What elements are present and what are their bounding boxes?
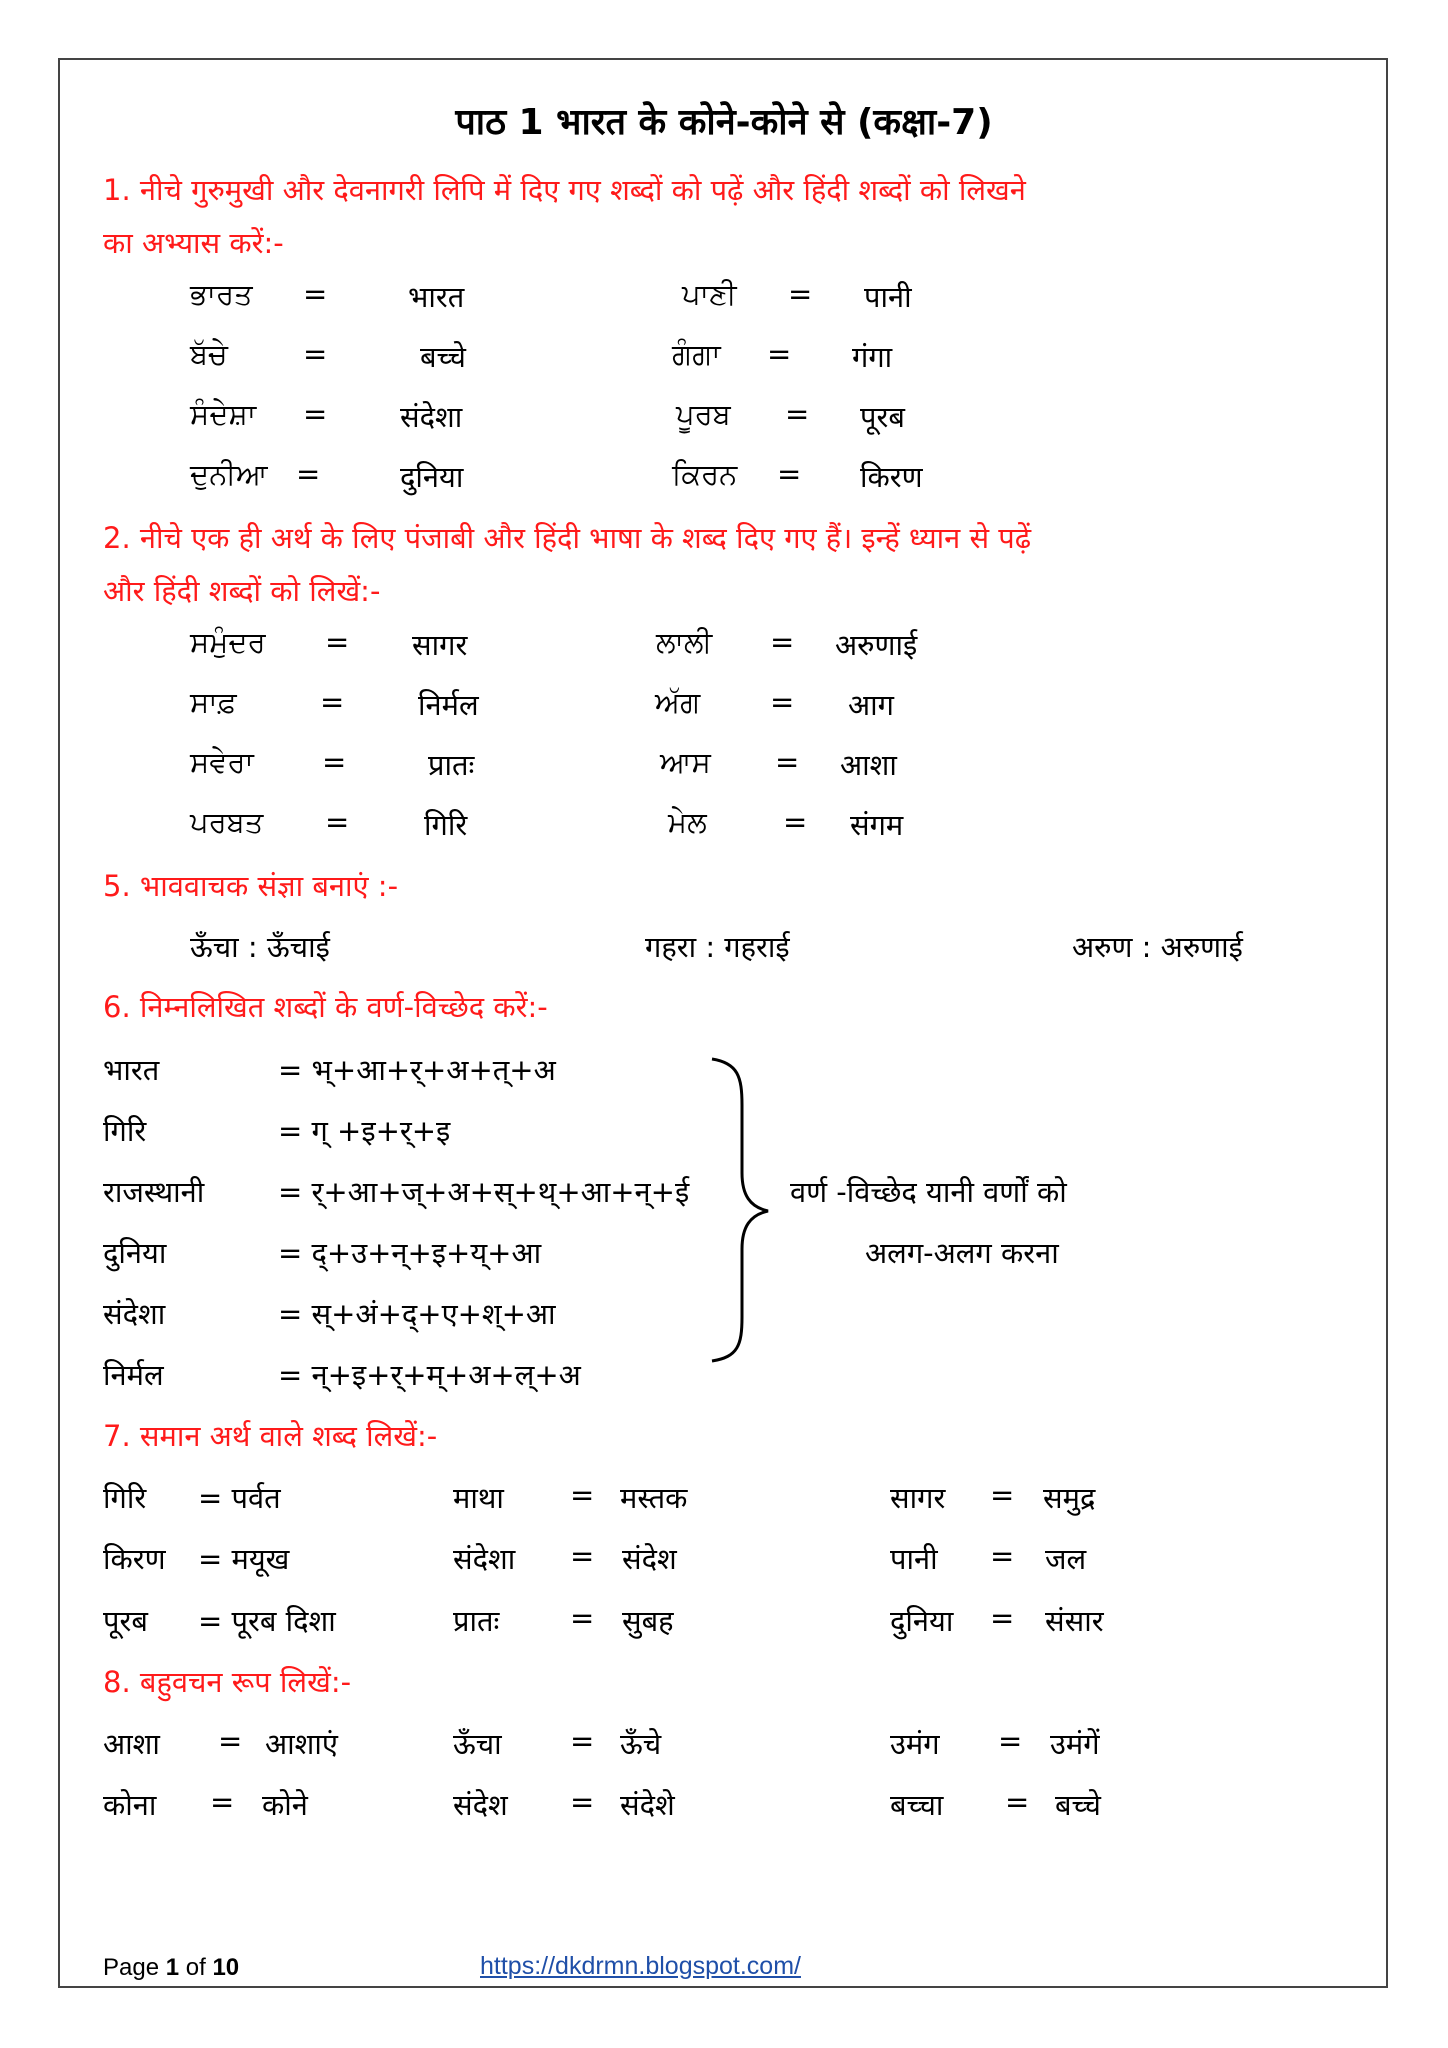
q6-heading: 6. निम्नलिखित शब्दों के वर्ण-विच्छेद करें:- xyxy=(103,990,548,1024)
page-label: Page xyxy=(103,1954,160,1981)
punjabi-word: ਦੁਨੀਆ xyxy=(190,457,268,491)
equals-sign: = xyxy=(325,805,350,839)
punjabi-word: ਕਿਰਨ xyxy=(672,457,738,491)
word: पानी xyxy=(890,1542,938,1576)
of-label: of xyxy=(185,1954,206,1981)
hindi-word: गंगा xyxy=(852,340,893,374)
plural-word: आशाएं xyxy=(265,1727,338,1761)
equals-sign: = xyxy=(218,1724,243,1758)
singular-word: बच्चा xyxy=(890,1788,944,1822)
word: माथा xyxy=(453,1481,504,1515)
equals-sign: = xyxy=(990,1478,1015,1512)
equals-sign: = xyxy=(303,337,328,371)
punjabi-word: ਪਾਣੀ xyxy=(682,277,737,311)
synonym: = मयूख xyxy=(198,1542,290,1576)
synonym: संसार xyxy=(1045,1604,1104,1638)
brace-note-line2: अलग-अलग करना xyxy=(865,1236,1059,1270)
hindi-word: संगम xyxy=(850,808,904,842)
synonym: जल xyxy=(1045,1542,1087,1576)
equals-sign: = xyxy=(775,745,800,779)
q1-heading-line1: 1. नीचे गुरुमुखी और देवनागरी लिपि में दिए गए शब्दों को पढ़ें और हिंदी शब्दों को लिखने xyxy=(103,173,1026,207)
equals-sign: = xyxy=(570,1785,595,1819)
equals-sign: = xyxy=(770,685,795,719)
q8-heading: 8. बहुवचन रूप लिखें:- xyxy=(103,1665,352,1699)
q1-heading-line2: का अभ्यास करें:- xyxy=(103,226,284,260)
hindi-word: भारत xyxy=(408,280,465,314)
hindi-word: बच्चे xyxy=(420,340,466,374)
word: संदेशा xyxy=(103,1297,166,1331)
plural-word: कोने xyxy=(262,1788,308,1822)
punjabi-word: ਬੱਚੇ xyxy=(190,337,228,371)
equals-sign: = xyxy=(322,745,347,779)
letter-split: = भ्+आ+र्+अ+त्+अ xyxy=(278,1053,556,1087)
punjabi-word: ਸਾਫ਼ xyxy=(190,685,237,719)
synonym: समुद्र xyxy=(1043,1481,1096,1515)
synonym: = पर्वत xyxy=(198,1481,281,1515)
abstract-noun-item: अरुण : अरुणाई xyxy=(1072,930,1243,964)
word: दुनिया xyxy=(103,1236,167,1270)
equals-sign: = xyxy=(785,397,810,431)
word: किरण xyxy=(103,1542,166,1576)
q2-heading-line2: और हिंदी शब्दों को लिखें:- xyxy=(103,574,381,608)
hindi-word: संदेशा xyxy=(400,400,463,434)
synonym: = पूरब दिशा xyxy=(198,1604,336,1638)
equals-sign: = xyxy=(296,457,321,491)
hindi-word: सागर xyxy=(412,628,468,662)
q5-heading: 5. भाववाचक संज्ञा बनाएं :- xyxy=(103,869,399,903)
abstract-noun-item: ऊँचा : ऊँचाई xyxy=(190,930,330,964)
letter-split: = स्+अं+द्+ए+श्+आ xyxy=(278,1297,556,1331)
letter-split: = ग् +इ+र्+इ xyxy=(278,1114,451,1148)
synonym: मस्तक xyxy=(620,1481,688,1515)
total-pages: 10 xyxy=(212,1954,240,1981)
equals-sign: = xyxy=(777,457,802,491)
punjabi-word: ਪੂਰਬ xyxy=(676,397,731,431)
punjabi-word: ਆਸ xyxy=(660,745,711,779)
punjabi-word: ਲਾਲੀ xyxy=(656,625,713,659)
hindi-word: आग xyxy=(848,688,894,722)
equals-sign: = xyxy=(788,277,813,311)
word: सागर xyxy=(890,1481,946,1515)
synonym: सुबह xyxy=(622,1604,674,1638)
equals-sign: = xyxy=(990,1601,1015,1635)
word: गिरि xyxy=(103,1481,147,1515)
word: प्रातः xyxy=(453,1604,500,1638)
word: दुनिया xyxy=(890,1604,954,1638)
equals-sign: = xyxy=(320,685,345,719)
word: राजस्थानी xyxy=(103,1175,205,1209)
plural-word: ऊँचे xyxy=(620,1727,662,1761)
hindi-word: निर्मल xyxy=(418,688,479,722)
hindi-word: गिरि xyxy=(424,808,468,842)
equals-sign: = xyxy=(325,625,350,659)
abstract-noun-item: गहरा : गहराई xyxy=(645,930,790,964)
q7-heading: 7. समान अर्थ वाले शब्द लिखें:- xyxy=(103,1419,438,1453)
hindi-word: दुनिया xyxy=(400,460,464,494)
punjabi-word: ਗੰਗਾ xyxy=(672,337,721,371)
hindi-word: पूरब xyxy=(860,400,905,434)
letter-split: = न्+इ+र्+म्+अ+ल्+अ xyxy=(278,1358,581,1392)
singular-word: संदेश xyxy=(453,1788,508,1822)
hindi-word: अरुणाई xyxy=(835,628,918,662)
punjabi-word: ਅੱਗ xyxy=(655,685,701,719)
page-number xyxy=(103,1954,239,1982)
current-page: 1 xyxy=(165,1954,180,1981)
hindi-word: पानी xyxy=(864,280,912,314)
punjabi-word: ਪਰਬਤ xyxy=(190,805,264,839)
equals-sign: = xyxy=(783,805,808,839)
punjabi-word: ਸਵੇਰਾ xyxy=(190,745,254,779)
punjabi-word: ਸਮੁੰਦਰ xyxy=(190,625,266,659)
singular-word: आशा xyxy=(103,1727,160,1761)
equals-sign: = xyxy=(767,337,792,371)
equals-sign: = xyxy=(990,1539,1015,1573)
letter-split: = र्+आ+ज्+अ+स्+थ्+आ+न्+ई xyxy=(278,1175,690,1209)
plural-word: संदेशे xyxy=(620,1788,675,1822)
word: निर्मल xyxy=(103,1358,164,1392)
plural-word: बच्चे xyxy=(1055,1788,1101,1822)
equals-sign: = xyxy=(998,1724,1023,1758)
equals-sign: = xyxy=(210,1785,235,1819)
curly-brace xyxy=(700,1055,780,1365)
punjabi-word: ਮੇਲ xyxy=(668,805,707,839)
punjabi-word: ਭਾਰਤ xyxy=(190,277,253,311)
synonym: संदेश xyxy=(622,1542,677,1576)
word: गिरि xyxy=(103,1114,147,1148)
equals-sign: = xyxy=(570,1601,595,1635)
equals-sign: = xyxy=(570,1478,595,1512)
equals-sign: = xyxy=(303,397,328,431)
brace-note-line1: वर्ण -विच्छेद यानी वर्णों को xyxy=(790,1175,1067,1209)
singular-word: कोना xyxy=(103,1788,157,1822)
q2-heading-line1: 2. नीचे एक ही अर्थ के लिए पंजाबी और हिंदी भाषा के शब्द दिए गए हैं। इन्हें ध्यान से पढ़ें xyxy=(103,521,1032,555)
page-title: पाठ 1 भारत के कोने-कोने से (कक्षा-7) xyxy=(455,102,993,143)
plural-word: उमंगें xyxy=(1050,1727,1100,1761)
equals-sign: = xyxy=(1005,1785,1030,1819)
singular-word: उमंग xyxy=(890,1727,940,1761)
hindi-word: किरण xyxy=(860,460,923,494)
hindi-word: प्रातः xyxy=(428,748,475,782)
equals-sign: = xyxy=(770,625,795,659)
equals-sign: = xyxy=(303,277,328,311)
punjabi-word: ਸੰਦੇਸ਼ਾ xyxy=(190,397,257,431)
singular-word: ऊँचा xyxy=(453,1727,502,1761)
blog-link[interactable]: https://dkdrmn.blogspot.com/ xyxy=(480,1952,801,1980)
word: पूरब xyxy=(103,1604,148,1638)
word: संदेशा xyxy=(453,1542,516,1576)
equals-sign: = xyxy=(570,1539,595,1573)
word: भारत xyxy=(103,1053,160,1087)
letter-split: = द्+उ+न्+इ+य्+आ xyxy=(278,1236,542,1270)
equals-sign: = xyxy=(570,1724,595,1758)
hindi-word: आशा xyxy=(840,748,897,782)
